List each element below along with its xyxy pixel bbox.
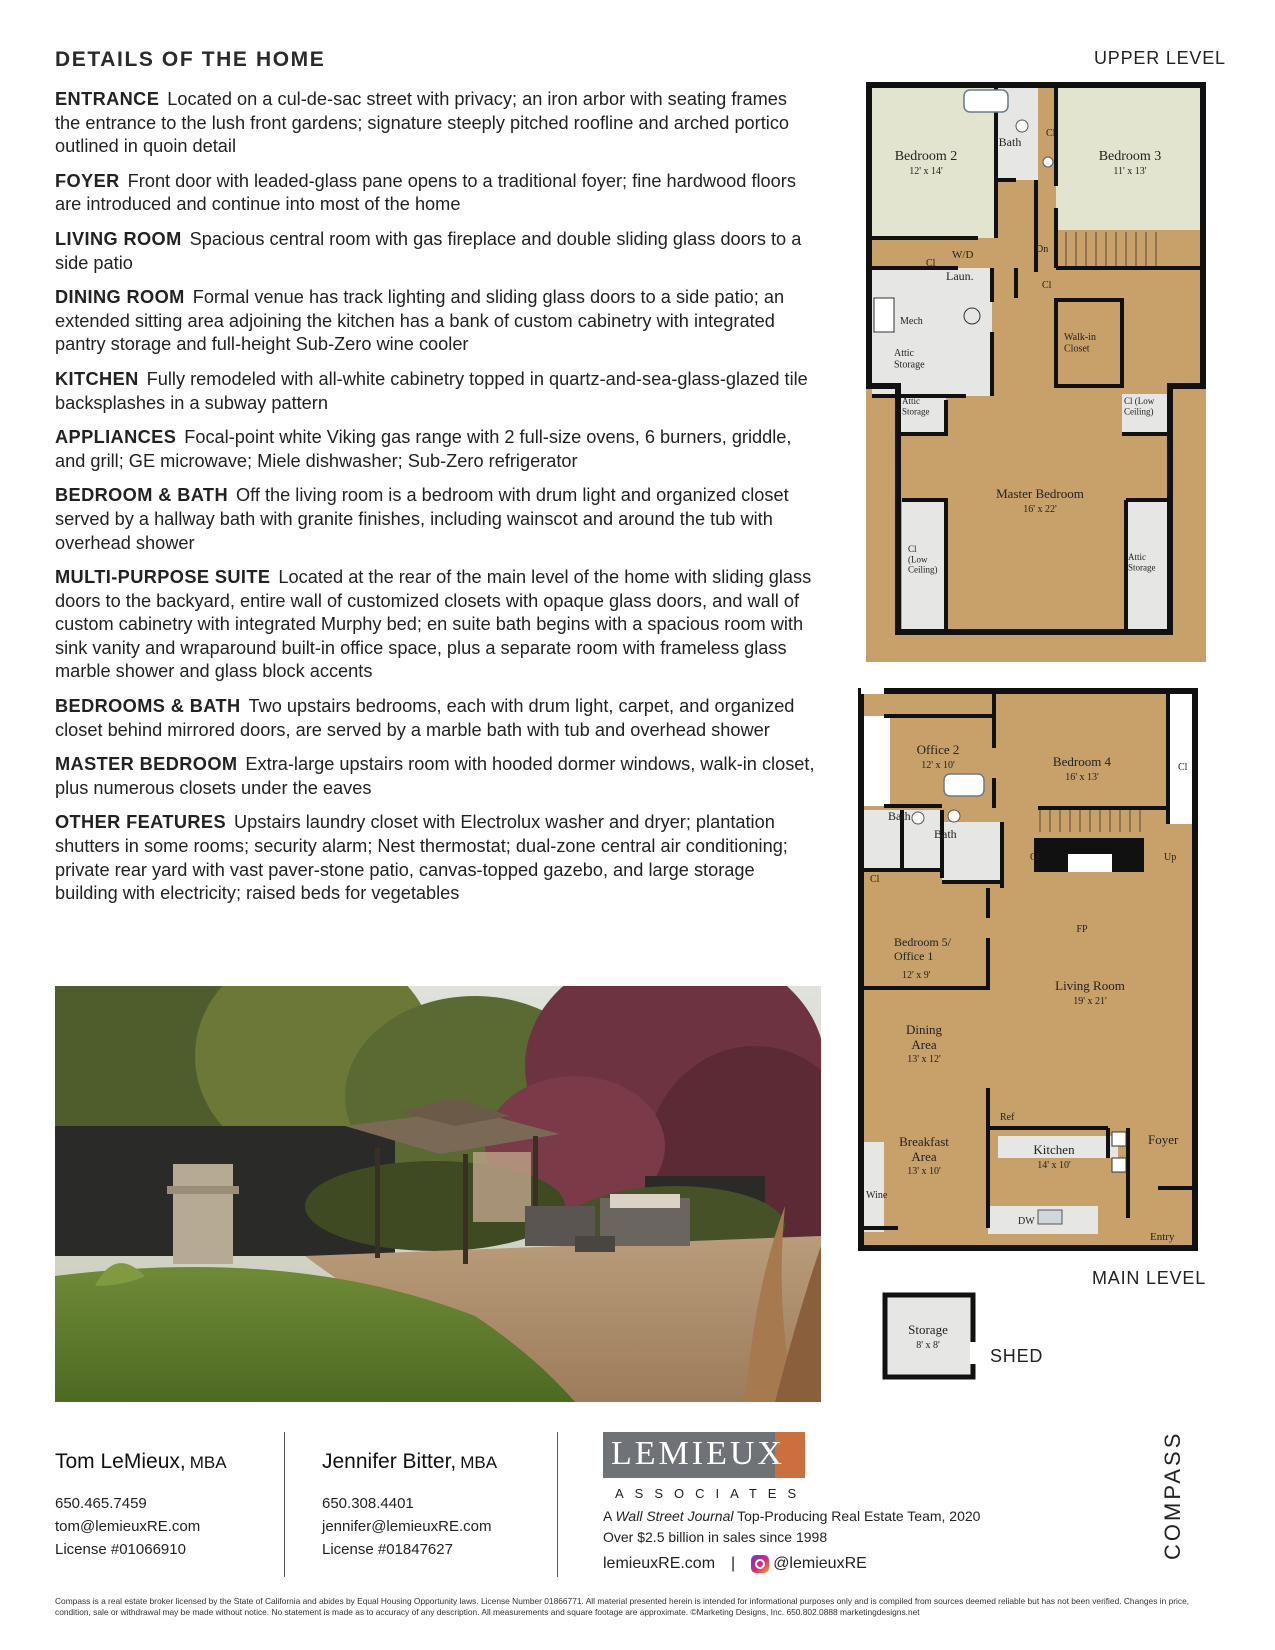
feature-name: DINING ROOM <box>55 287 185 308</box>
upper-level-floorplan <box>866 82 1216 667</box>
feature-master-bedroom <box>55 753 815 800</box>
breakfast-area-size: 13' x 10' <box>907 1166 941 1177</box>
main-level-floorplan <box>858 688 1208 1263</box>
feature-name: KITCHEN <box>55 368 139 389</box>
closet-label: Cl <box>926 258 936 269</box>
bath-label: Bath <box>888 809 911 823</box>
closet-label: Cl <box>1042 280 1052 291</box>
agent-phone[interactable]: 650.308.4401 <box>322 1495 414 1512</box>
kitchen-label: Kitchen <box>1033 1142 1075 1157</box>
dining-area-size: 13' x 12' <box>907 1054 941 1065</box>
feature-text: Front door with leaded-glass pane opens to a traditional foyer; fine hardwood floors are introduced and continue into most of the home <box>55 170 796 215</box>
compass-logo: COMPASS <box>1160 1430 1185 1560</box>
agent-name: Jennifer Bitter, MBA <box>322 1450 498 1473</box>
feature-other-features <box>55 811 815 905</box>
legal-disclaimer: Compass is a real estate broker licensed by the State of California and abides by Equal Housing Opportunity laws. License Number 01866771. All material presented herein is intended for informational purposes only and is compiled from sources deemed reliable but has not been verified. Changes in price, condition, sale or withdrawal may be made without notice. No statement is made as to accuracy of any description. All measurements and square footage are approximate. ©Marketing Designs, Inc. 650.802.0888 marketingdesigns.net <box>55 1596 1190 1617</box>
bath-label: Bath <box>934 827 957 841</box>
stairs-down-label: Dn <box>1036 244 1049 255</box>
feature-list <box>55 88 815 917</box>
feature-entrance <box>55 88 815 159</box>
instagram-handle[interactable]: @lemieuxRE <box>773 1555 867 1572</box>
bedroom-2-size: 12' x 14' <box>909 166 943 177</box>
feature-text: Off the living room is a bedroom with drum light and organized closet served by a hallway bath with granite finishes, including wainscot and around the tub with overhead shower <box>55 485 789 553</box>
feature-kitchen <box>55 368 815 415</box>
feature-dining-room <box>55 286 815 357</box>
living-room-size: 19' x 21' <box>1073 996 1107 1007</box>
closet-label: Cl <box>1178 762 1188 773</box>
feature-name: FOYER <box>55 170 120 191</box>
bedroom-5-size: 12' x 9' <box>902 970 931 981</box>
attic-storage-label: Attic Storage <box>894 348 925 371</box>
feature-foyer <box>55 170 815 217</box>
feature-appliances <box>55 426 815 473</box>
office-2-size: 12' x 10' <box>921 760 955 771</box>
feature-text: Spacious central room with gas fireplace and double sliding glass doors to a side patio <box>55 228 802 273</box>
feature-name: MASTER BEDROOM <box>55 754 238 775</box>
feature-text: Extra-large upstairs room with hooded dormer windows, walk-in closet, plus numerous closets under the eaves <box>55 754 815 798</box>
closet-low-ceiling-label: Cl (Low Ceiling) <box>1124 396 1155 417</box>
agent-tom <box>55 1450 295 1561</box>
stairs-up-label: Up <box>1164 852 1177 863</box>
feature-text: Two upstairs bedrooms, each with drum light, carpet, and organized closet behind mirrored doors, are served by a marble bath with tub and overhead shower <box>55 696 795 740</box>
washer-dryer-label: W/D <box>952 249 974 261</box>
agent-license: License #01066910 <box>55 1541 186 1558</box>
agent-license: License #01847627 <box>322 1541 453 1558</box>
bedroom-4-size: 16' x 13' <box>1065 772 1099 783</box>
main-level-label: MAIN LEVEL <box>1092 1268 1207 1288</box>
feature-name: LIVING ROOM <box>55 228 182 249</box>
feature-text: Fully remodeled with all-white cabinetry topped in quartz-and-sea-glass-glazed tile backsplashes in a subway pattern <box>55 368 808 413</box>
divider <box>284 1432 285 1577</box>
divider <box>557 1432 558 1577</box>
closet-label: Cl <box>870 874 880 885</box>
feature-text: Upstairs laundry closet with Electrolux washer and dryer; plantation shutters in some rooms; security alarm; Nest thermostat; dual-zone central air conditioning; private rear yard with vast paver-stone patio, canvas-topped gazebo, and large storage building with electricity; raised beds for vegetables <box>55 812 788 904</box>
bedroom-2-label: Bedroom 2 <box>894 149 958 164</box>
feature-name: APPLIANCES <box>55 427 177 448</box>
refrigerator-label: Ref <box>1000 1112 1015 1123</box>
bedroom-3-size: 11' x 13' <box>1113 166 1147 177</box>
kitchen-size: 14' x 10' <box>1037 1160 1071 1171</box>
lemieux-logo <box>603 1432 807 1501</box>
laundry-label: Laun. <box>946 269 974 283</box>
page-title: DETAILS OF THE HOME <box>55 48 326 71</box>
attic-storage-label: Attic Storage <box>902 396 930 417</box>
feature-text: Located at the rear of the main level of the home with sliding glass doors to the backyard, entire wall of customized closets with opaque glass doors, and wall of custom cabinetry with integrated Murphy bed; en suite bath begins with a spacious room with sink vanity and wraparound built-in office space, plus a separate room with frameless glass marble shower and glass block accents <box>55 567 812 682</box>
website-link[interactable]: lemieuxRE.com <box>603 1555 716 1572</box>
upper-level-label: UPPER LEVEL <box>1094 48 1226 68</box>
shed-storage-label: Storage <box>908 1322 948 1337</box>
wine-label: Wine <box>866 1190 888 1201</box>
feature-text: Focal-point white Viking gas range with 2 full-size ovens, 6 burners, griddle, and grill; GE microwave; Miele dishwasher; Sub-Zero refrigerator <box>55 427 792 471</box>
bath-label: Bath <box>998 135 1022 149</box>
agent-phone[interactable]: 650.465.7459 <box>55 1495 147 1512</box>
master-bedroom-label: Master Bedroom <box>996 486 1084 501</box>
agent-email[interactable]: jennifer@lemieuxRE.com <box>322 1518 492 1535</box>
closet-label: Cl <box>1046 128 1056 139</box>
shed-label: SHED <box>990 1346 1044 1366</box>
shed-storage-size: 8' x 8' <box>916 1340 940 1351</box>
mech-label: Mech <box>900 316 923 327</box>
walk-in-closet-label: Walk-in Closet <box>1064 332 1096 355</box>
feature-multi-purpose-suite <box>55 566 815 684</box>
instagram-icon <box>751 1555 769 1573</box>
living-room-label: Living Room <box>1055 978 1125 993</box>
feature-text: Formal venue has track lighting and sliding glass doors to a side patio; an extended sitting area adjoining the kitchen has a bank of custom cabinetry with integrated pantry storage and full-height Sub-Zero wine cooler <box>55 287 785 355</box>
feature-bedrooms-bath <box>55 695 815 742</box>
breakfast-area-label: Breakfast Area <box>899 1134 949 1164</box>
team-tagline: A Wall Street Journal Top-Producing Real Estate Team, 2020 Over $2.5 billion in sales since 1998 <box>603 1508 981 1545</box>
feature-bedroom-bath <box>55 484 815 555</box>
feature-text: Located on a cul-de-sac street with privacy; an iron arbor with seating frames the entrance to the lush front gardens; signature steeply pitched roofline and arched portico outlined in quoin detail <box>55 89 790 157</box>
bedroom-3-label: Bedroom 3 <box>1098 149 1162 164</box>
separator: | <box>731 1555 736 1572</box>
logo-subtitle: ASSOCIATES <box>615 1486 808 1501</box>
feature-name: MULTI-PURPOSE SUITE <box>55 567 271 588</box>
feature-name: BEDROOMS & BATH <box>55 696 241 717</box>
office-2-label: Office 2 <box>916 742 960 757</box>
master-bedroom-size: 16' x 22' <box>1023 504 1057 515</box>
agent-jennifer <box>322 1450 562 1561</box>
feature-name: BEDROOM & BATH <box>55 485 228 506</box>
feature-name: ENTRANCE <box>55 89 160 109</box>
agent-email[interactable]: tom@lemieuxRE.com <box>55 1518 201 1535</box>
entry-label: Entry <box>1150 1231 1175 1243</box>
logo-wordmark: LEMIEUX <box>611 1435 785 1472</box>
fireplace-label: FP <box>1076 924 1088 935</box>
bedroom-5-label: Bedroom 5/ Office 1 <box>894 935 951 963</box>
shed-floorplan <box>882 1292 978 1387</box>
attic-storage-label: Attic Storage <box>1128 552 1156 573</box>
feature-name: OTHER FEATURES <box>55 812 226 833</box>
closet-low-ceiling-label: Cl (Low Ceiling) <box>908 544 938 575</box>
feature-living-room <box>55 228 815 275</box>
foyer-label: Foyer <box>1148 1132 1179 1147</box>
closet-label: Cl <box>1030 852 1040 863</box>
backyard-photo <box>55 986 821 1402</box>
bedroom-4-label: Bedroom 4 <box>1052 754 1112 769</box>
contact-links <box>603 1555 867 1573</box>
dining-area-label: Dining Area <box>905 1022 943 1052</box>
agent-name: Tom LeMieux, MBA <box>55 1450 227 1473</box>
dishwasher-label: DW <box>1018 1216 1035 1227</box>
